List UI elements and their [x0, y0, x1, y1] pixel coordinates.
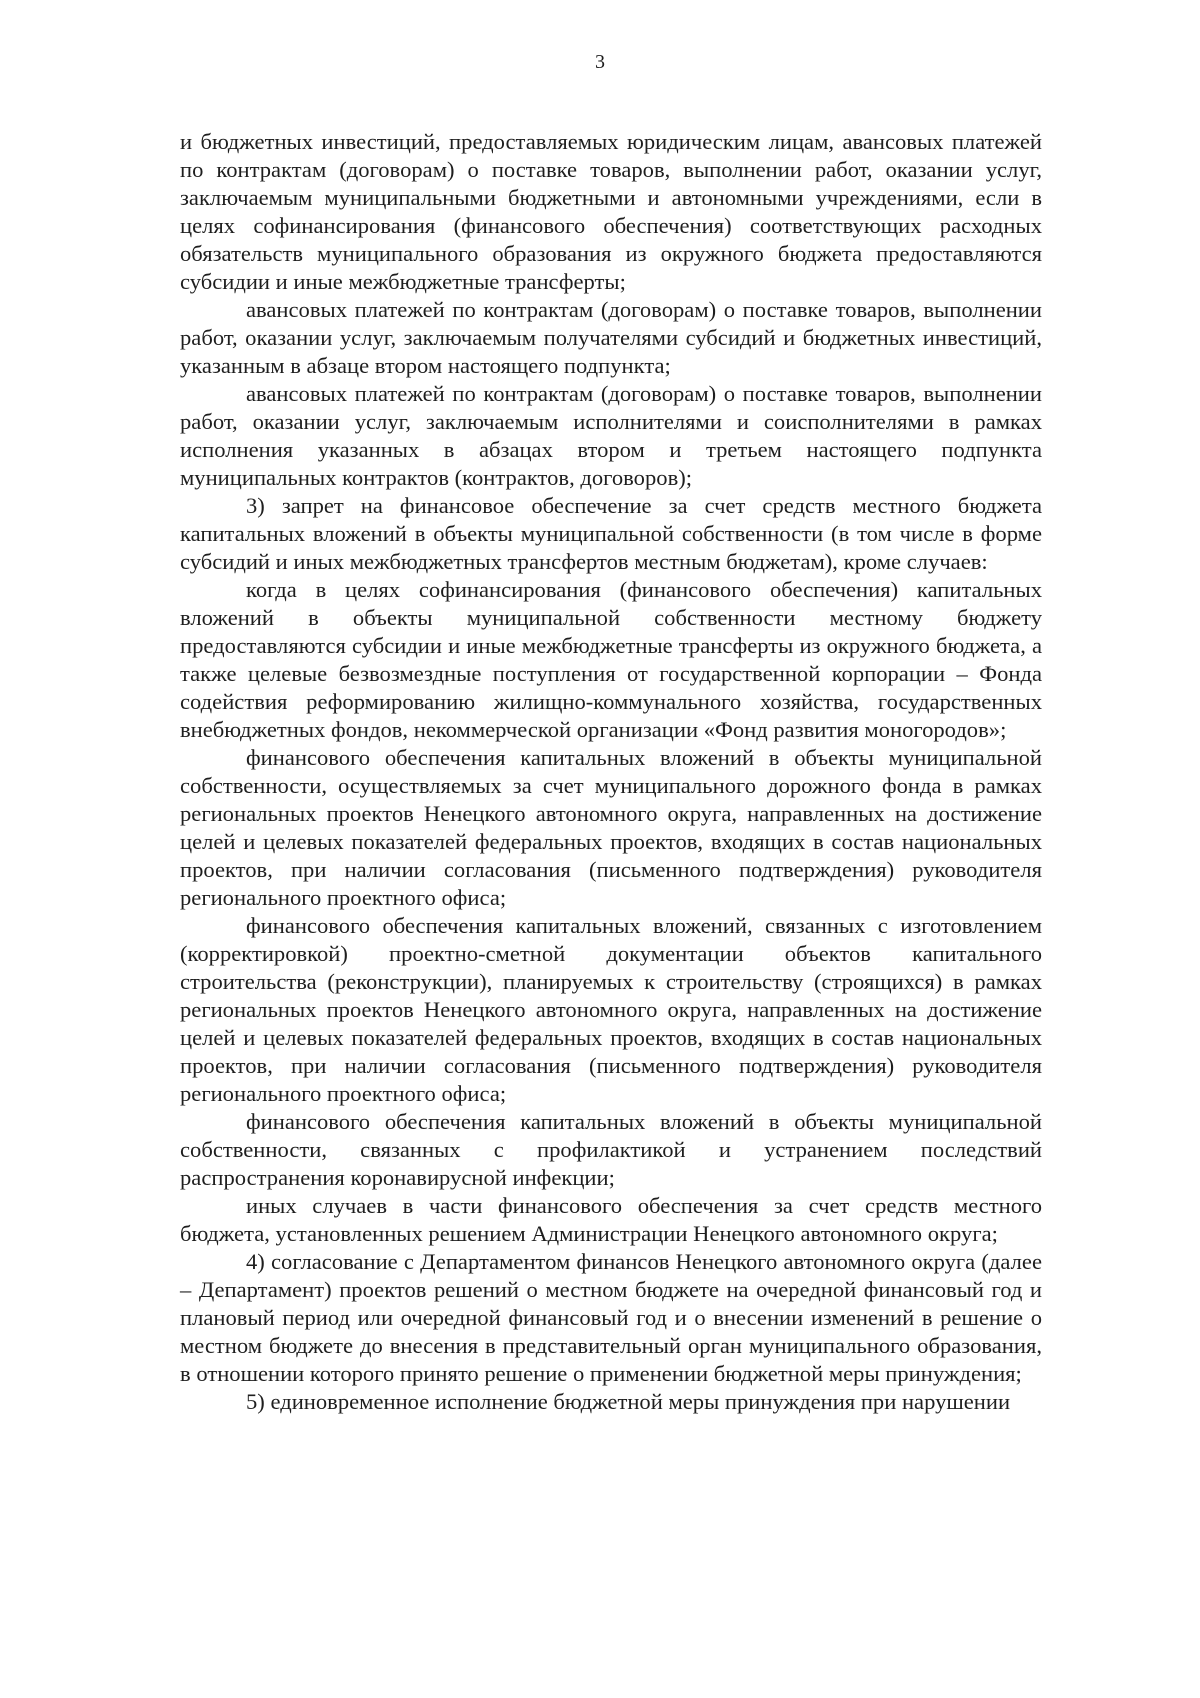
paragraph: авансовых платежей по контрактам (договорам) о поставке товаров, выполнении работ, оказании услуг, заключаемым получателями субсидий и бюджетных инвестиций, указанным в абзаце втором настоящего подпункта;	[180, 297, 1042, 378]
paragraph: когда в целях софинансирования (финансового обеспечения) капитальных вложений в объекты муниципальной собственности местному бюджету предоставляются субсидии и иные межбюджетные трансферты из окружного бюджета, а также целевые безвозмездные поступления от государственной корпорации – Фонда содействия реформированию жилищно-коммунального хозяйства, государственных внебюджетных фондов, некоммерческой организации «Фонд развития моногородов»;	[180, 577, 1042, 742]
paragraph: 3) запрет на финансовое обеспечение за счет средств местного бюджета капитальных вложений в объекты муниципальной собственности (в том числе в форме субсидий и иных межбюджетных трансфертов местным бюджетам), кроме случаев:	[180, 493, 1042, 574]
paragraph: иных случаев в части финансового обеспечения за счет средств местного бюджета, установленных решением Администрации Ненецкого автономного округа;	[180, 1193, 1042, 1246]
paragraph: и бюджетных инвестиций, предоставляемых юридическим лицам, авансовых платежей по контрактам (договорам) о поставке товаров, выполнении работ, оказании услуг, заключаемым муниципальными бюджетными и автономными учреждениями, если в целях софинансирования (финансового обеспечения) соответствующих расходных обязательств муниципального образования из окружного бюджета предоставляются субсидии и иные межбюджетные трансферты;	[180, 129, 1042, 294]
page-number: 3	[595, 51, 605, 73]
paragraph: авансовых платежей по контрактам (договорам) о поставке товаров, выполнении работ, оказании услуг, заключаемым исполнителями и соисполнителями в рамках исполнения указанных в абзацах втором и третьем настоящего подпункта муниципальных контрактов (контрактов, договоров);	[180, 381, 1042, 490]
document-body	[180, 128, 1042, 1416]
paragraph: 5) единовременное исполнение бюджетной меры принуждения при нарушении	[246, 1389, 1011, 1414]
paragraph: финансового обеспечения капитальных вложений в объекты муниципальной собственности, связанных с профилактикой и устранением последствий распространения коронавирусной инфекции;	[180, 1109, 1042, 1190]
paragraph: финансового обеспечения капитальных вложений, связанных с изготовлением (корректировкой) проектно-сметной документации объектов капитального строительства (реконструкции), планируемых к строительству (строящихся) в рамках региональных проектов Ненецкого автономного округа, направленных на достижение целей и целевых показателей федеральных проектов, входящих в состав национальных проектов, при наличии согласования (письменного подтверждения) руководителя регионального проектного офиса;	[180, 913, 1042, 1106]
paragraph: 4) согласование с Департаментом финансов Ненецкого автономного округа (далее – Департамент) проектов решений о местном бюджете на очередной финансовый год и плановый период или очередной финансовый год и о внесении изменений в решение о местном бюджете до внесения в представительный орган муниципального образования, в отношении которого принято решение о применении бюджетной меры принуждения;	[180, 1249, 1042, 1386]
paragraph: финансового обеспечения капитальных вложений в объекты муниципальной собственности, осуществляемых за счет муниципального дорожного фонда в рамках региональных проектов Ненецкого автономного округа, направленных на достижение целей и целевых показателей федеральных проектов, входящих в состав национальных проектов, при наличии согласования (письменного подтверждения) руководителя регионального проектного офиса;	[180, 745, 1042, 910]
